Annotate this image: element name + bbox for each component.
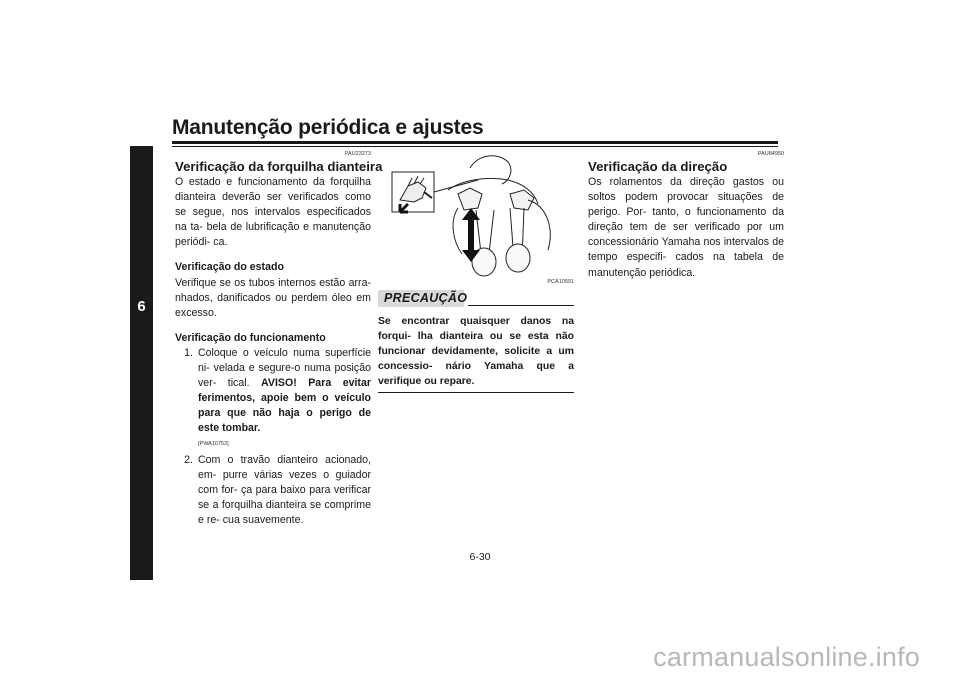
- title-rule: [172, 141, 778, 144]
- column-front-fork: [175, 150, 383, 528]
- headlight-left: [458, 188, 482, 210]
- condition-paragraph: Verifique se os tubos internos estão arra- nhados, danificados ou perdem óleo em excesso.: [175, 276, 371, 319]
- subheading-condition: Verificação do estado: [175, 261, 284, 274]
- step-number: 2.: [184, 453, 193, 466]
- watermark: carmanualsonline.info: [653, 642, 920, 672]
- step-text: Coloque o veículo numa superfície ni- velada e segure-o numa posição ver- tical. AVISO! Para evitar ferimentos, apoie bem o veículo para que não haja o perigo de este tombar.: [198, 346, 371, 435]
- caution-header: [378, 290, 574, 308]
- step-number: 1.: [184, 346, 193, 359]
- intro-paragraph: O estado e funcionamento da forquilha dianteira deverão ser verificados como se segue, nos intervalos especificados na ta- bela de lubrificação e manutenção periódi- ca.: [175, 176, 371, 249]
- column-caution: [378, 150, 574, 393]
- step-text: Com o travão dianteiro acionado, em- purre várias vezes o guiador com for- ça para baixo para verificar se a forquilha dianteira se comprime e re- cua suavemente.: [198, 453, 371, 526]
- title-rule-thin: [172, 146, 778, 147]
- page-number: 6-30: [469, 551, 491, 563]
- caution-title: PRECAUÇÃO: [384, 291, 468, 305]
- caution-code: PCA10591: [547, 279, 574, 285]
- front-wheel-right: [506, 244, 530, 272]
- headlight-right: [510, 190, 534, 210]
- fairing-right: [528, 200, 550, 250]
- motorcycle-fork-illustration: [378, 150, 574, 278]
- section-code: PAU84950: [757, 151, 784, 157]
- fairing-left: [453, 208, 462, 254]
- column-steering: [588, 150, 784, 281]
- section-heading-steering: Verificação da direção: [588, 159, 728, 174]
- caution-text: Se encontrar quaisquer danos na forqui- lha dianteira ou se esta não funcionar devidamente, solicite a um concessio- nário Yamaha que a verifique ou repare.: [378, 316, 574, 388]
- section-heading-front-fork: Verificação da forquilha dianteira: [175, 159, 383, 174]
- steering-paragraph: Os rolamentos da direção gastos ou soltos podem provocar situações de perigo. Por- tanto, o funcionamento da direção tem de ser verificado por um concessionário Yamaha nos intervalos de tempo especifi- cados na tabela de manutenção periódica.: [588, 176, 784, 279]
- caution-end-rule: [378, 392, 574, 393]
- warning-code: [PWA10752]: [198, 440, 229, 447]
- chapter-tab: [130, 146, 153, 580]
- page-title: Manutenção periódica e ajustes: [172, 116, 484, 139]
- subheading-operation: Verificação do funcionamento: [175, 331, 326, 344]
- section-code: PAU23273: [344, 151, 371, 157]
- step-1: [175, 346, 371, 437]
- step-2: [175, 453, 371, 528]
- front-fork-illustration: [378, 150, 574, 278]
- chapter-number: 6: [137, 298, 146, 315]
- warning-text: AVISO! Para evitar ferimentos, apoie bem o veículo para que não haja o perigo de este tombar.: [198, 377, 371, 435]
